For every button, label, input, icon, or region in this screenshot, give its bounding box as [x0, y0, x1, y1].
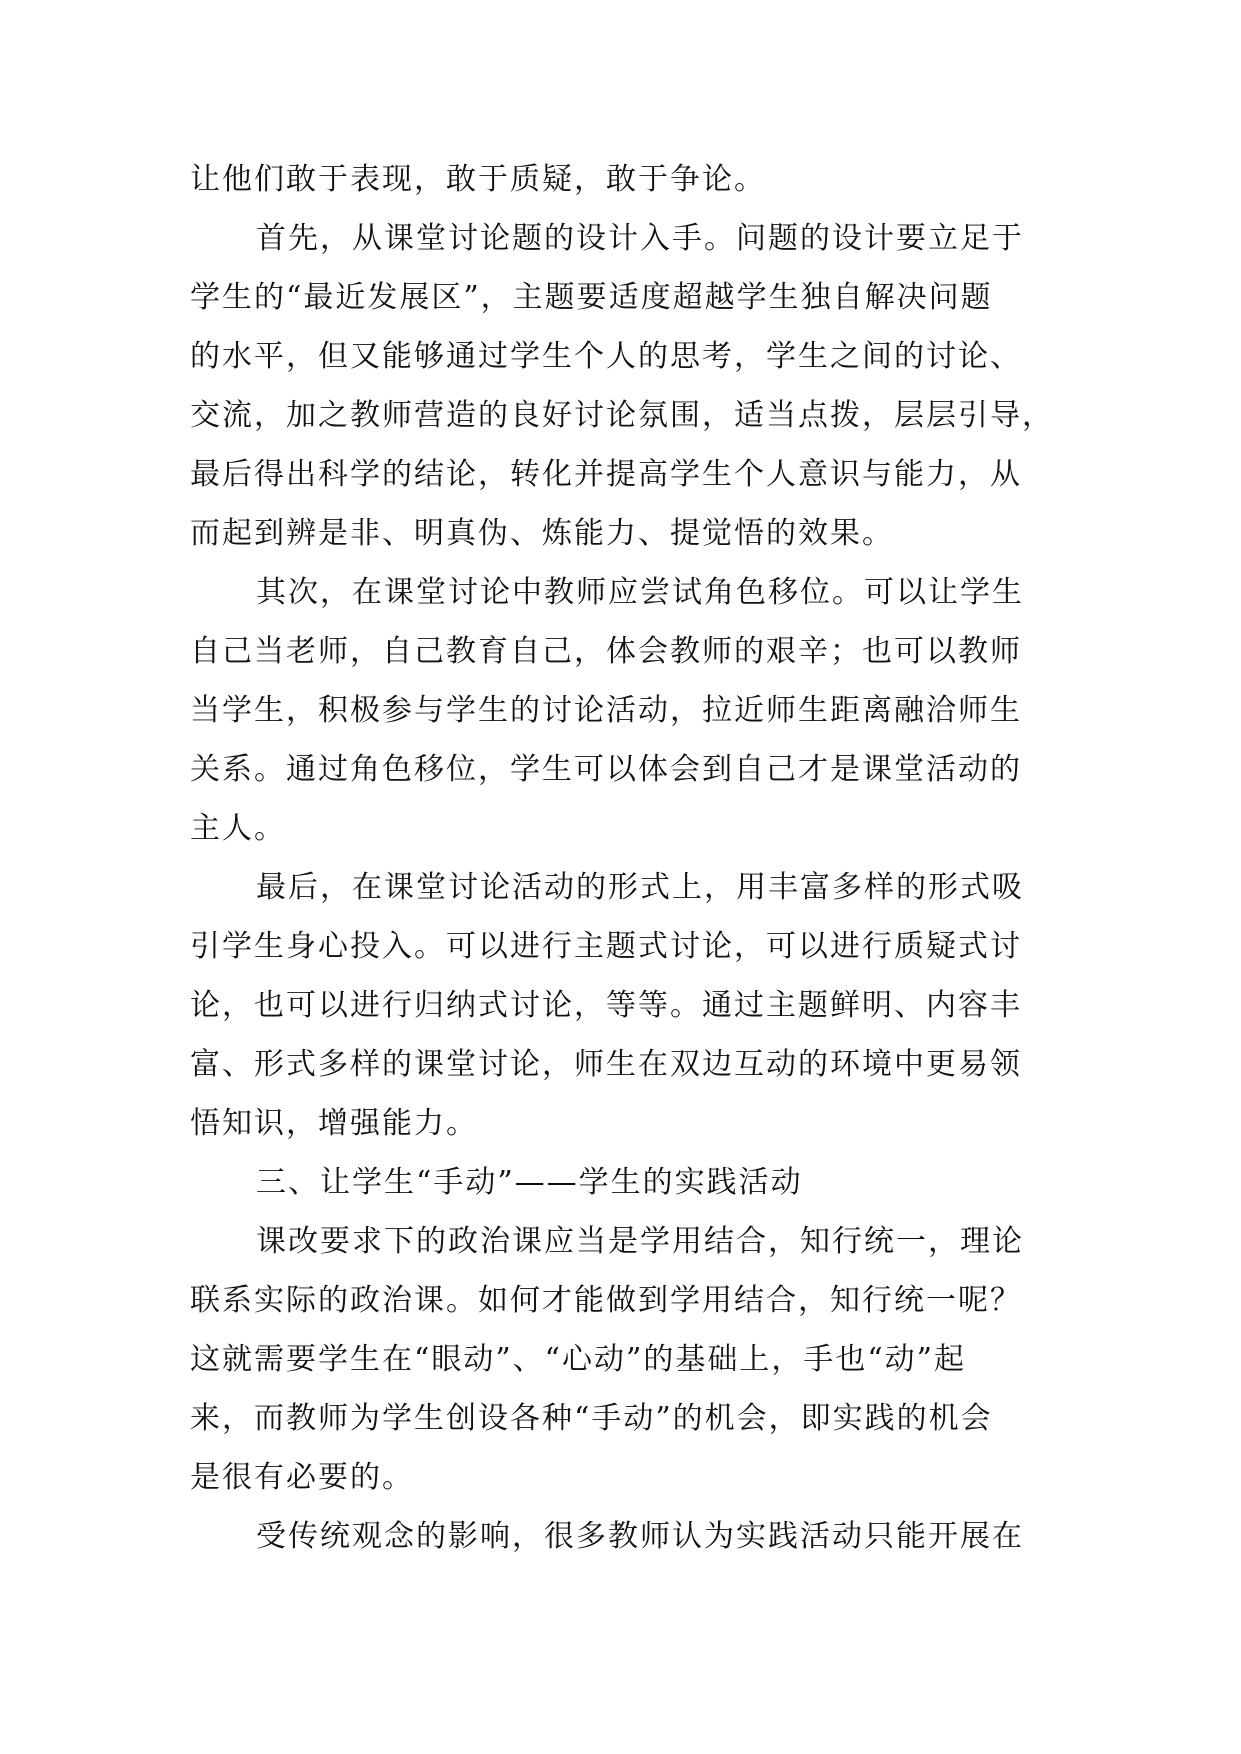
text-line: 受传统观念的影响，很多教师认为实践活动只能开展在 — [256, 1519, 1024, 1554]
text-line: 引学生身心投入。可以进行主题式讨论，可以进行质疑式讨 — [190, 929, 1022, 964]
text-line: 这就需要学生在“眼动”、“心动”的基础上，手也“动”起 — [190, 1342, 967, 1377]
text-line: 课改要求下的政治课应当是学用结合，知行统一，理论 — [256, 1224, 1024, 1259]
text-line: 联系实际的政治课。如何才能做到学用结合，知行统一呢？ — [190, 1283, 1022, 1318]
text-line: 交流，加之教师营造的良好讨论氛围，适当点拨，层层引导， — [190, 398, 1054, 433]
body-text — [190, 150, 1054, 1566]
text-line: 关系。通过角色移位，学生可以体会到自己才是课堂活动的 — [190, 752, 1022, 787]
text-line: 当学生，积极参与学生的讨论活动，拉近师生距离融洽师生 — [190, 693, 1022, 728]
text-line: 而起到辨是非、明真伪、炼能力、提觉悟的效果。 — [190, 516, 894, 551]
text-line: 主人。 — [190, 811, 286, 846]
text-line: 论，也可以进行归纳式讨论，等等。通过主题鲜明、内容丰 — [190, 988, 1022, 1023]
text-line: 是很有必要的。 — [190, 1460, 414, 1495]
text-line: 富、形式多样的课堂讨论，师生在双边互动的环境中更易领 — [190, 1047, 1022, 1082]
text-line: 其次，在课堂讨论中教师应尝试角色移位。可以让学生 — [256, 575, 1024, 610]
text-line: 来，而教师为学生创设各种“手动”的机会，即实践的机会 — [190, 1401, 993, 1436]
text-line: 让他们敢于表现，敢于质疑，敢于争论。 — [190, 162, 766, 197]
text-line: 悟知识，增强能力。 — [190, 1106, 478, 1141]
section-heading: 三、让学生“手动”——学生的实践活动 — [256, 1165, 803, 1200]
text-line: 的水平，但又能够通过学生个人的思考，学生之间的讨论、 — [190, 339, 1022, 374]
text-line: 最后得出科学的结论，转化并提高学生个人意识与能力，从 — [190, 457, 1022, 492]
text-line: 最后，在课堂讨论活动的形式上，用丰富多样的形式吸 — [256, 870, 1024, 905]
text-line: 自己当老师，自己教育自己，体会教师的艰辛；也可以教师 — [190, 634, 1022, 669]
text-line: 学生的“最近发展区”，主题要适度超越学生独自解决问题 — [190, 280, 993, 315]
text-line: 首先，从课堂讨论题的设计入手。问题的设计要立足于 — [256, 221, 1024, 256]
